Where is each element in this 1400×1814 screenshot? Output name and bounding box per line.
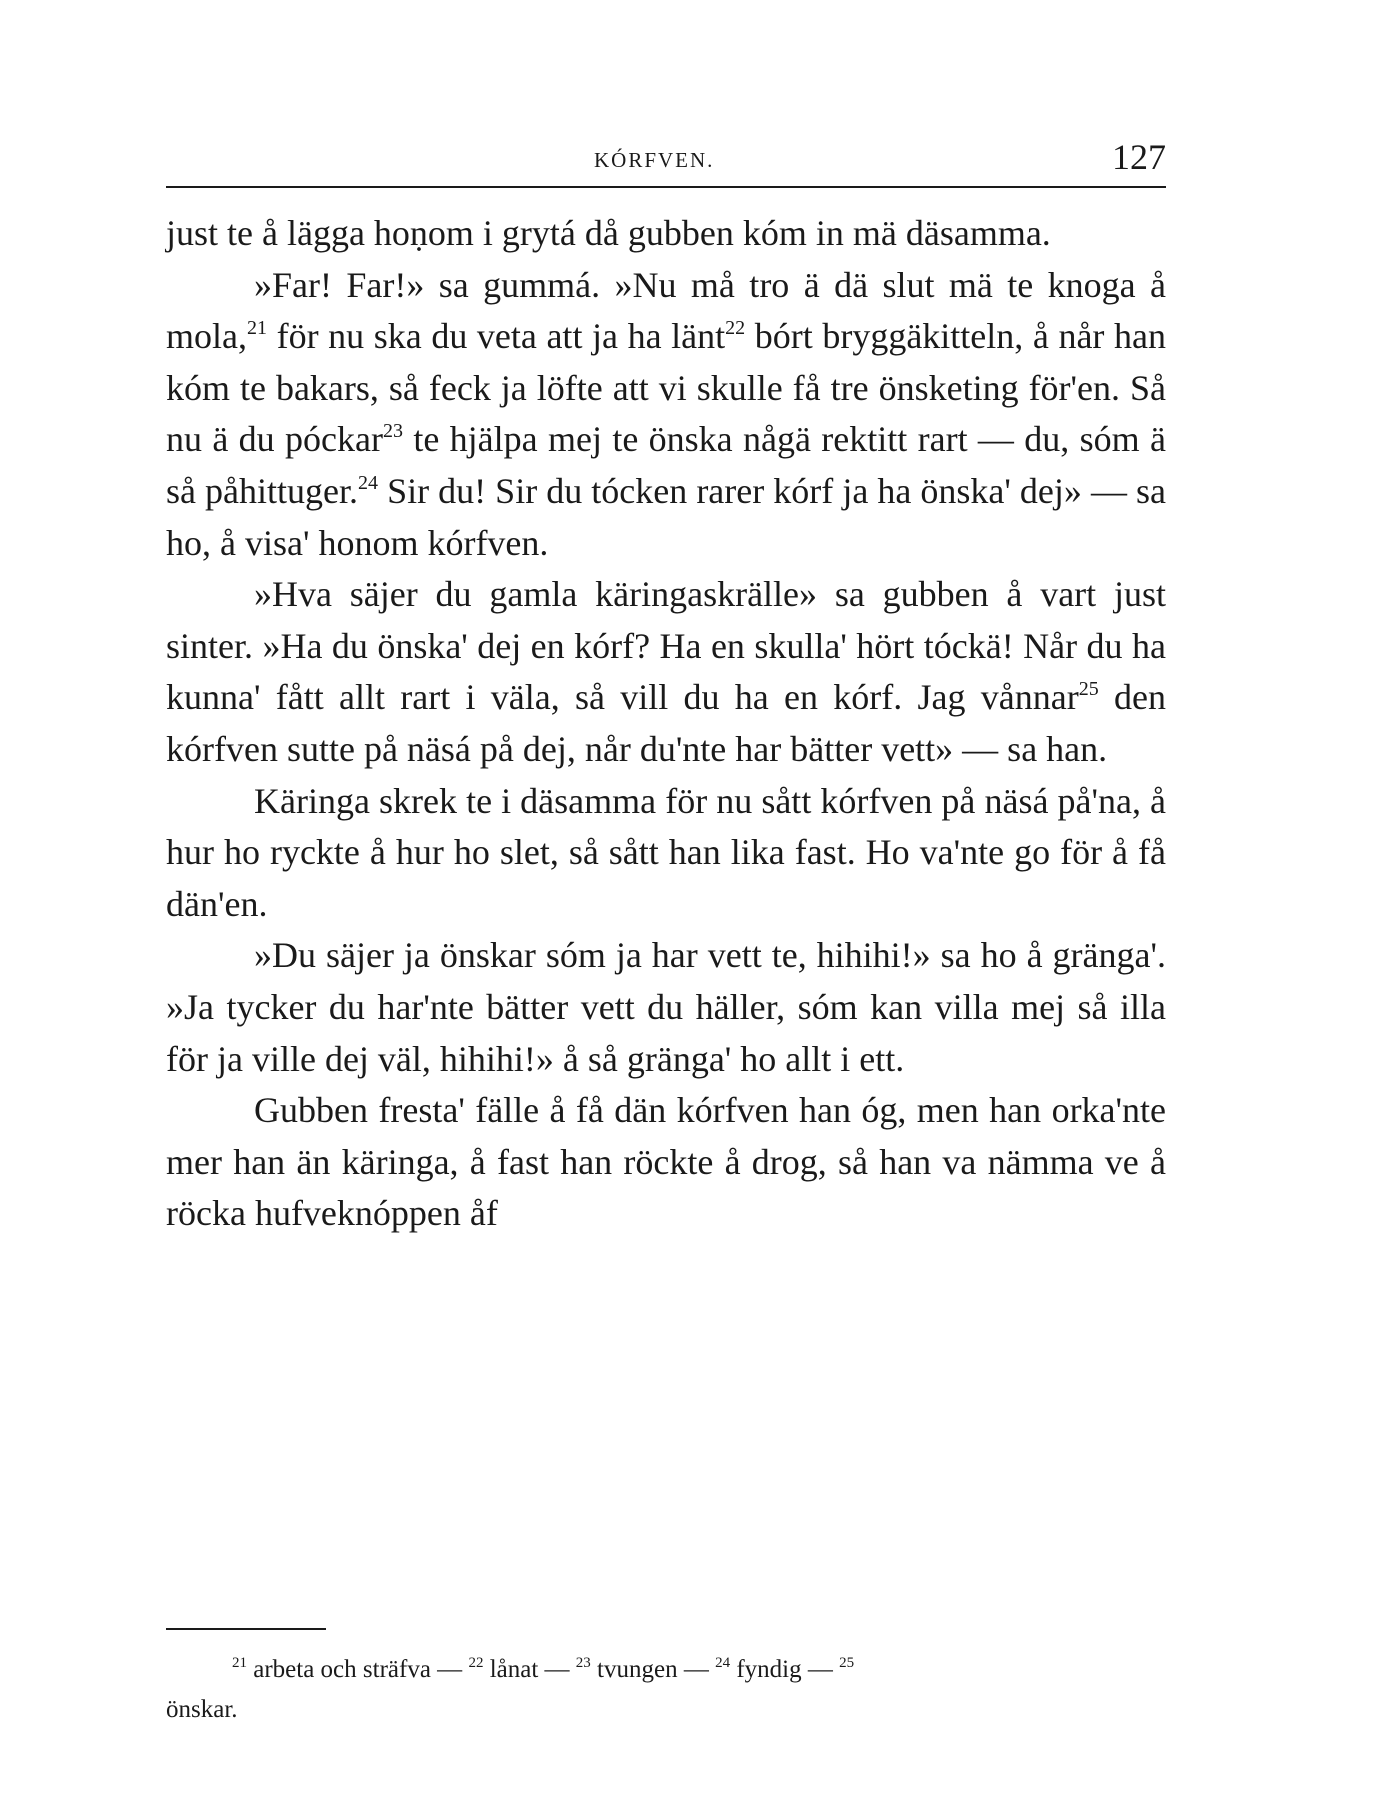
paragraph [166, 208, 1166, 260]
footnote-number: 23 [575, 1655, 591, 1671]
paragraph-text: Gubben fresta' fälle å få dän kórfven han óg, men han orka'nte mer han än käringa, å fast han röckte å drog, så han va nämma ve å röcka hufveknóppen åf [166, 1090, 1166, 1234]
paragraph-text: bórt bryggäkitteln, å når han kóm te bakars, så feck ja löfte att vi skulle få tre önsketing för'en. Så nu ä du póckar [166, 316, 1166, 460]
footnote-number: 21 [232, 1655, 247, 1671]
footnote-text: arbeta och sträfva — [247, 1656, 469, 1683]
running-head: KÓRFVEN. [594, 148, 715, 172]
footnote-line [166, 1650, 1166, 1690]
paragraph-text: »Far! Far!» sa gummá. »Nu må tro ä dä slut mä te knoga å mola, [166, 264, 1166, 357]
footnote-continuation: önskar. [166, 1696, 238, 1723]
paragraph [166, 569, 1166, 775]
paragraph [166, 1085, 1166, 1240]
footnote-ref: 25 [1078, 678, 1099, 701]
paragraph [166, 260, 1166, 570]
footnote-rule [166, 1628, 326, 1630]
footnote-ref: 22 [725, 317, 746, 340]
footnote-number: 24 [715, 1655, 731, 1671]
footnote-ref: 21 [246, 317, 267, 340]
paragraph [166, 930, 1166, 1085]
paragraph-text: »Du säjer ja önskar sóm ja har vett te, hihihi!» sa ho å gränga'. »Ja tycker du har'nte bätter vett du häller, sóm kan villa mej så illa för ja ville dej väl, hihihi!» å så gränga' ho allt i ett. [166, 935, 1166, 1079]
page-header [166, 132, 1166, 182]
paragraph-text: Sir du! Sir du tócken rarer kórf ja ha önska' dej» — sa ho, å visa' honom kórfven. [166, 470, 1166, 563]
paragraph-text: Käringa skrek te i däsamma för nu sått kórfven på näsá på'na, å hur ho ryckte å hur ho slet, så sått han lika fast. Ho va'nte go för å få dän'en. [166, 780, 1166, 924]
footnote-text: tvungen — [590, 1656, 716, 1683]
paragraph-text: den kórfven sutte på näsá på dej, når du'nte har bätter vett» — sa han. [166, 677, 1167, 769]
paragraph-text: te hjälpa mej te önska någä rektitt rart — du, sóm ä så påhittuger. [166, 419, 1166, 511]
footnote-ref: 23 [382, 420, 403, 443]
footnote-number: 22 [468, 1655, 484, 1671]
header-rule [166, 186, 1166, 188]
footnotes [166, 1650, 1166, 1730]
body-text [166, 208, 1166, 1240]
footnote-ref: 24 [358, 471, 379, 494]
paragraph-text: just te å lägga hoṇom i grytá då gubben kóm in mä däsamma. [166, 213, 1051, 253]
footnote-text: fyndig — [730, 1656, 840, 1683]
paragraph [166, 776, 1166, 931]
paragraph-text: för nu ska du veta att ja ha länt [266, 316, 726, 357]
paragraph-text: »Hva säjer du gamla käringaskrälle» sa gubben å vart just sinter. »Ha du önska' dej en kórf? Ha en skulla' hört tóckä! Når du ha kunna' fått allt rart i väla, så vill du ha en kórf. Jag vånnar [166, 574, 1166, 718]
footnote-number: 25 [839, 1655, 855, 1671]
footnote-text: lånat — [483, 1656, 576, 1683]
page-number: 127 [1112, 137, 1166, 177]
